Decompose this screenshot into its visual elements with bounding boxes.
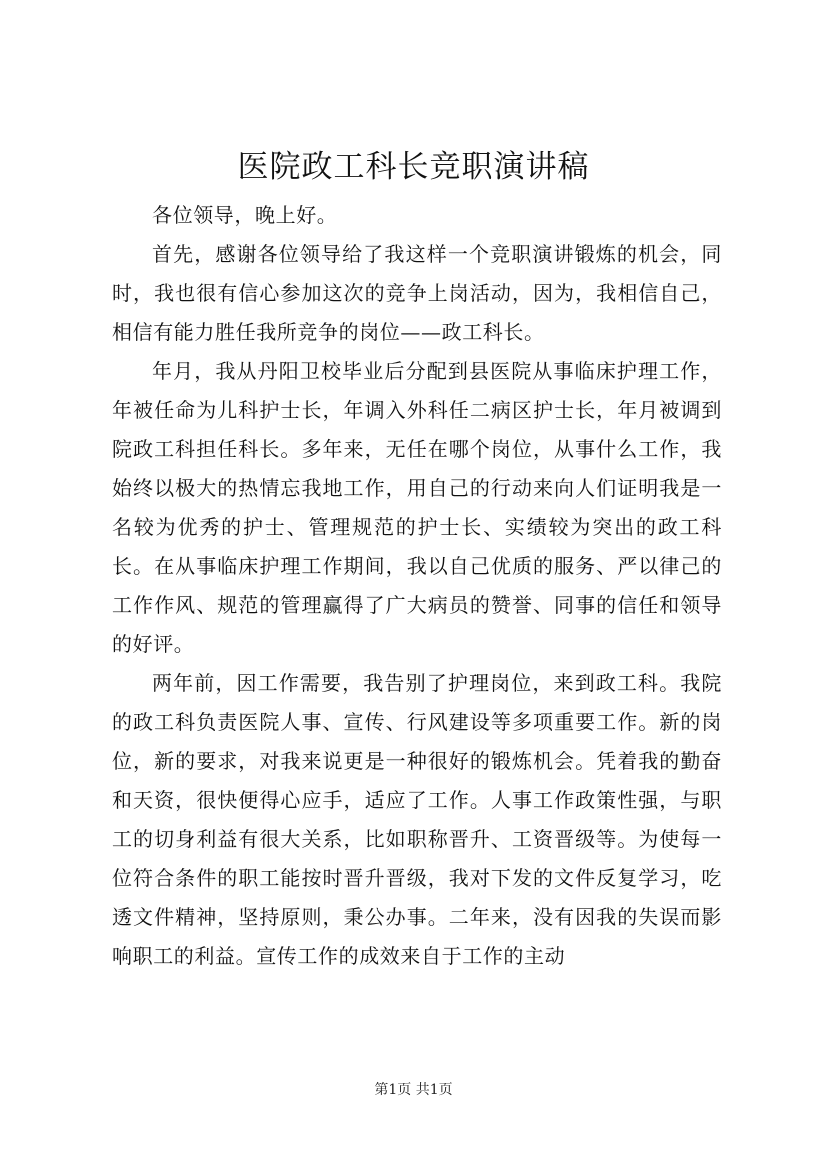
document-body [112,196,722,976]
paragraph-current-role: 两年前，因工作需要，我告别了护理岗位，来到政工科。我院的政工科负责医院人事、宣传、行风建设等多项重要工作。新的岗位，新的要求，对我来说更是一种很好的锻炼机会。凭着我的勤奋和天资，很快便得心应手，适应了工作。人事工作政策性强，与职工的切身利益有很大关系，比如职称晋升、工资晋级等。为使每一位符合条件的职工能按时晋升晋级，我对下发的文件反复学习，吃透文件精神，坚持原则，秉公办事。二年来，没有因我的失误而影响职工的利益。宣传工作的成效来自于工作的主动 [112,671,722,968]
page-number-footer: 第1页 共1页 [374,1082,453,1098]
document-title: 医院政工科长竞职演讲稿 [237,149,590,185]
paragraph-introduction: 首先，感谢各位领导给了我这样一个竞职演讲锻炼的机会，同时，我也很有信心参加这次的竞争上岗活动，因为，我相信自己，相信有能力胜任我所竞争的岗位——政工科长。 [112,242,722,344]
paragraph-career-history: 年月，我从丹阳卫校毕业后分配到县医院从事临床护理工作，年被任命为儿科护士长，年调入外科任二病区护士长，年月被调到院政工科担任科长。多年来，无任在哪个岗位，从事什么工作，我始终以极大的热情忘我地工作，用自己的行动来向人们证明我是一名较为优秀的护士、管理规范的护士长、实绩较为突出的政工科长。在从事临床护理工作期间，我以自己优质的服务、严以律己的工作作风、规范的管理赢得了广大病员的赞誉、同事的信任和领导的好评。 [112,359,722,656]
paragraph-greeting: 各位领导，晚上好。 [152,203,338,227]
